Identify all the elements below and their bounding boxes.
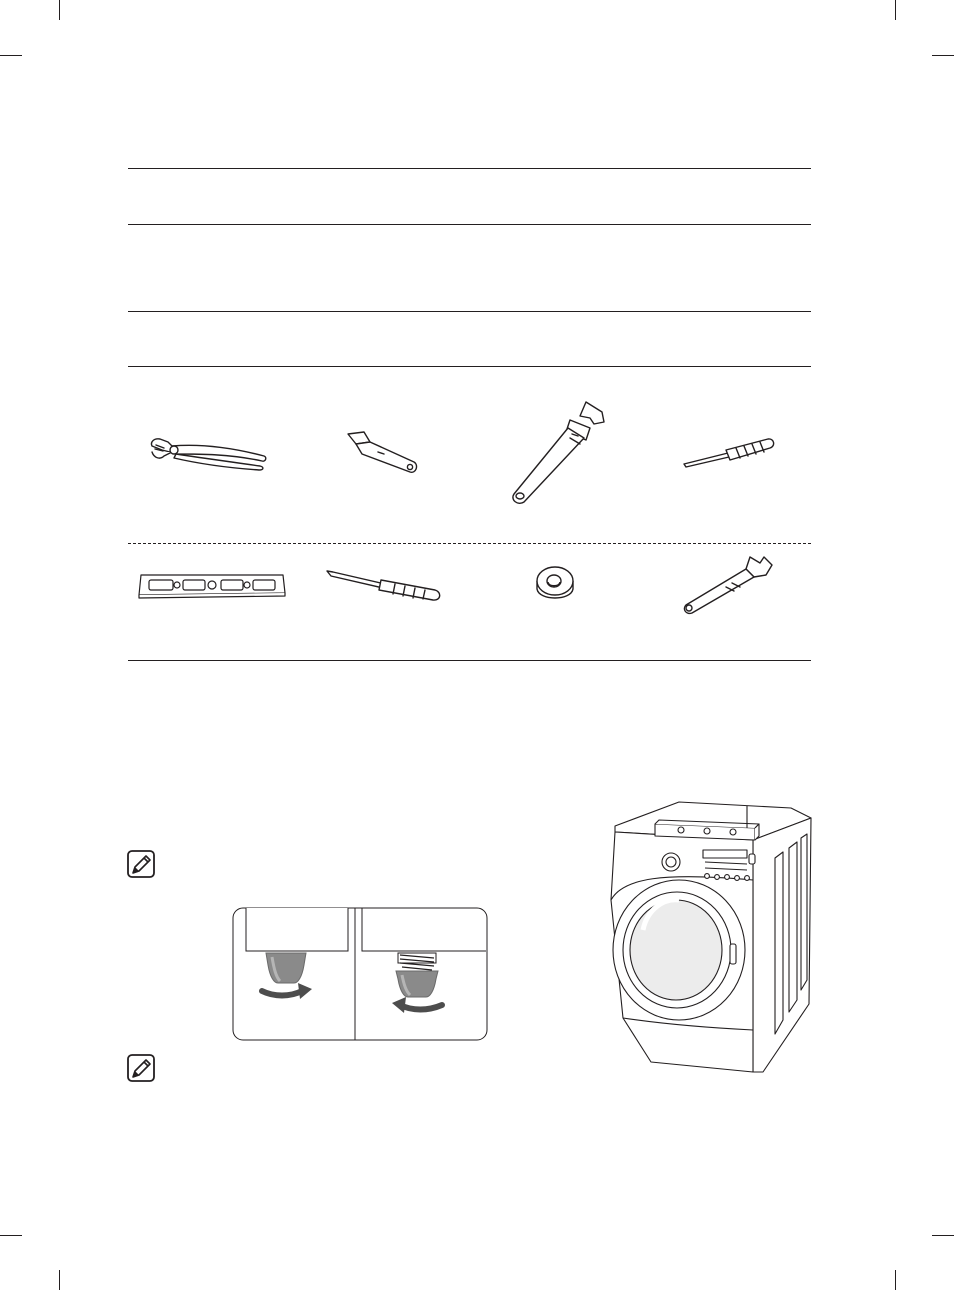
tools-divider [128, 543, 811, 544]
table-rule [128, 311, 811, 312]
pliers-icon [146, 430, 270, 470]
note-pencil-icon [127, 1054, 155, 1082]
utility-knife-icon [344, 428, 420, 478]
pipe-wrench-icon [506, 398, 608, 508]
crop-mark [895, 0, 896, 20]
adjustable-wrench-icon [680, 553, 776, 617]
crop-mark [0, 55, 22, 56]
table-rule [128, 224, 811, 225]
crop-mark [59, 0, 60, 20]
crop-mark [932, 55, 954, 56]
crop-mark [0, 1235, 22, 1236]
table-rule [128, 660, 811, 661]
note-pencil-icon [127, 850, 155, 878]
crop-mark [59, 1270, 60, 1290]
leveling-feet-illustration [232, 907, 488, 1041]
spirit-level-icon [137, 571, 287, 599]
table-rule [128, 168, 811, 169]
crop-mark [895, 1270, 896, 1290]
crop-mark [932, 1235, 954, 1236]
sealing-tape-roll-icon [533, 563, 577, 605]
leveling-foot-lower-icon [266, 953, 306, 983]
table-rule [128, 366, 811, 367]
leveling-foot-raise-icon [396, 953, 438, 997]
dryer-with-level-icon [603, 780, 815, 1076]
phillips-screwdriver-icon [682, 436, 776, 468]
flat-screwdriver-icon [325, 568, 443, 602]
